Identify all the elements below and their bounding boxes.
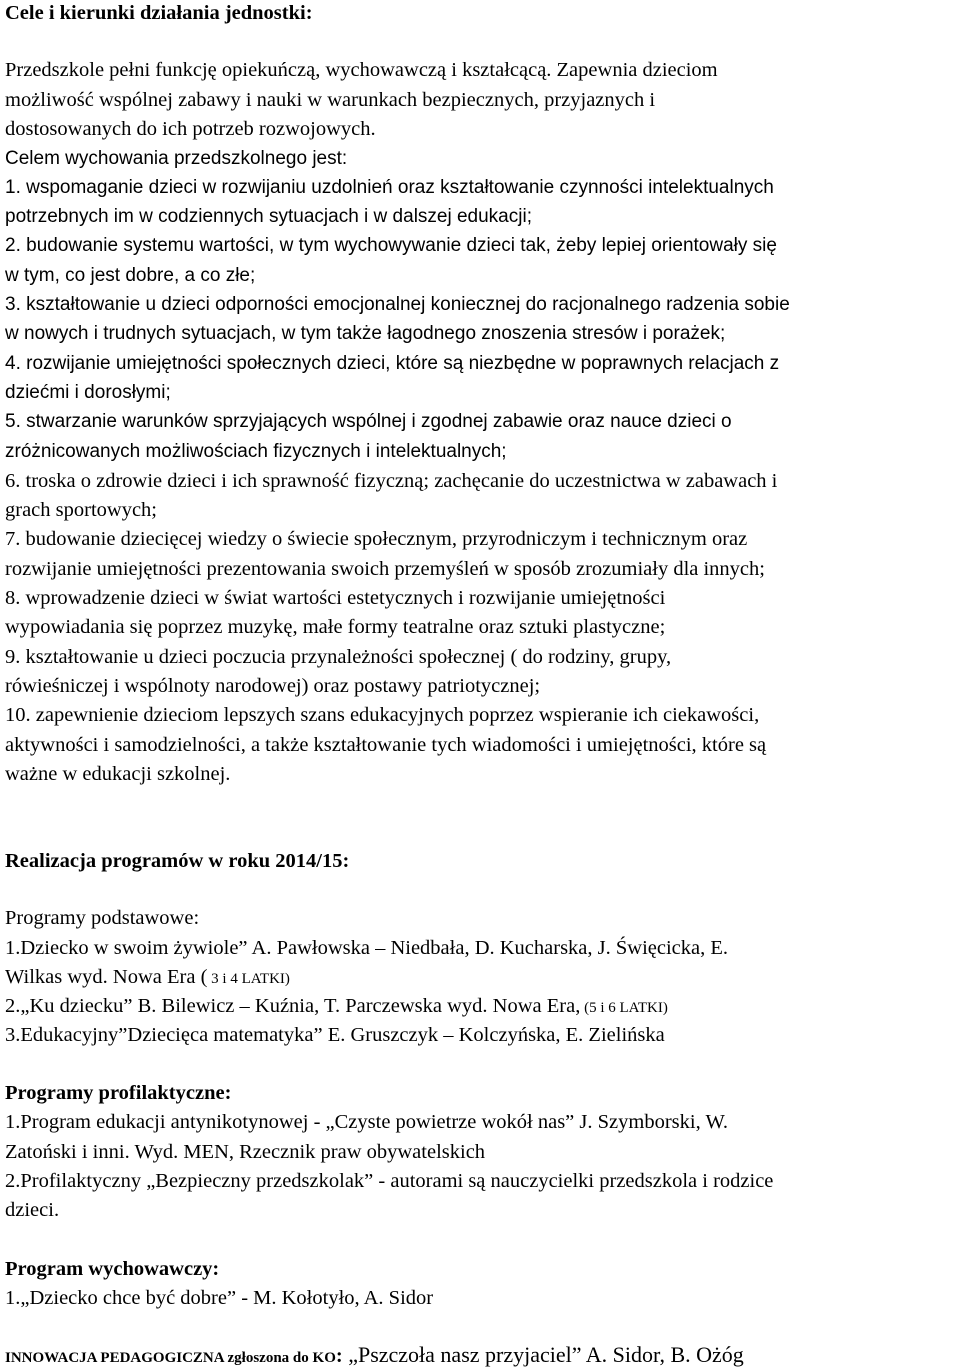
innovation-label: INNOWACJA PEDAGOGICZNA zgłoszona do KO xyxy=(5,1350,336,1366)
innovation-line xyxy=(5,1343,956,1370)
goal-line: aktywności i samodzielności, a także kształtowanie tych wiadomości i umiejętności, które są xyxy=(5,734,767,756)
prophylactic-programs-label: Programy profilaktyczne: xyxy=(5,1082,232,1104)
innovation-text: „Pszczoła nasz przyjaciel” A. Sidor, B. Ożóg xyxy=(342,1342,744,1367)
goal-line: wypowiadania się poprzez muzykę, małe formy teatralne oraz sztuki plastyczne; xyxy=(5,616,666,638)
goal-line: w nowych i trudnych sytuacjach, w tym także łagodnego znoszenia stresów i porażek; xyxy=(5,323,726,344)
basic-programs-label: Programy podstawowe: xyxy=(5,907,200,929)
goal-line: 1. wspomaganie dzieci w rozwijaniu uzdolnień oraz kształtowanie czynności intelektualnych xyxy=(5,177,774,198)
program-line: 1.„Dziecko chce być dobre” - M. Kołotyło, A. Sidor xyxy=(5,1287,434,1309)
program-text: Wilkas wyd. Nowa Era ( xyxy=(5,966,208,988)
goal-line: 8. wprowadzenie dzieci w świat wartości estetycznych i rozwijanie umiejętności xyxy=(5,587,666,609)
goal-line: 2. budowanie systemu wartości, w tym wychowywanie dzieci tak, żeby lepiej orientowały się xyxy=(5,235,777,256)
goal-line: 6. troska o zdrowie dzieci i ich sprawność fizyczną; zachęcanie do uczestnictwa w zabawach i xyxy=(5,470,778,492)
goal-line: 7. budowanie dziecięcej wiedzy o świecie społecznym, przyrodniczym i technicznym oraz xyxy=(5,528,748,550)
program-line: 2.Profilaktyczny „Bezpieczny przedszkolak” - autorami są nauczycielki przedszkola i rodzice xyxy=(5,1170,774,1192)
goal-line: zróżnicowanych możliwościach fizycznych i intelektualnych; xyxy=(5,441,507,462)
educational-program-label: Program wychowawczy: xyxy=(5,1258,220,1280)
goal-line: 3. kształtowanie u dzieci odporności emocjonalnej koniecznej do racjonalnego radzenia sobie xyxy=(5,294,790,315)
goal-line: w tym, co jest dobre, a co złe; xyxy=(5,265,256,286)
program-line: 1.Program edukacji antynikotynowej - „Czyste powietrze wokół nas” J. Szymborski, W. xyxy=(5,1111,729,1133)
goal-line: rówieśniczej i wspólnoty narodowej) oraz postawy patriotycznej; xyxy=(5,675,541,697)
goal-lead: Celem wychowania przedszkolnego jest: xyxy=(5,148,348,169)
program-line: dzieci. xyxy=(5,1199,60,1221)
goal-line: ważne w edukacji szkolnej. xyxy=(5,763,231,785)
program-line: 1.Dziecko w swoim żywiole” A. Pawłowska – Niedbała, D. Kucharska, J. Święcicka, E. xyxy=(5,937,729,959)
goal-line: rozwijanie umiejętności prezentowania swoich przemyśleń w sposób zrozumiały dla innych; xyxy=(5,558,765,580)
section-heading-programs: Realizacja programów w roku 2014/15: xyxy=(5,850,350,872)
intro-line: możliwość wspólnej zabawy i nauki w warunkach bezpiecznych, przyjaznych i xyxy=(5,89,656,111)
age-group-note: 3 i 4 LATKI) xyxy=(207,971,290,987)
goal-line: 9. kształtowanie u dzieci poczucia przynależności społecznej ( do rodziny, grupy, xyxy=(5,646,672,668)
goal-line: potrzebnych im w codziennych sytuacjach i w dalszej edukacji; xyxy=(5,206,532,227)
intro-line: Przedszkole pełni funkcję opiekuńczą, wychowawczą i kształcącą. Zapewnia dzieciom xyxy=(5,59,718,81)
age-group-note: (5 i 6 LATKI) xyxy=(580,1000,668,1016)
innovation-colon: : xyxy=(335,1345,343,1367)
program-line xyxy=(5,994,956,1020)
program-line: Zatoński i inni. Wyd. MEN, Rzecznik praw obywatelskich xyxy=(5,1141,486,1163)
goal-line: dziećmi i dorosłymi; xyxy=(5,382,171,403)
section-heading-goals: Cele i kierunki działania jednostki: xyxy=(5,2,313,24)
goal-line: 10. zapewnienie dzieciom lepszych szans edukacyjnych poprzez wspieranie ich ciekawości, xyxy=(5,704,760,726)
program-line: 3.Edukacyjny”Dziecięca matematyka” E. Gruszczyk – Kolczyńska, E. Zielińska xyxy=(5,1024,665,1046)
goal-line: 5. stwarzanie warunków sprzyjających wspólnej i zgodnej zabawie oraz nauce dzieci o xyxy=(5,411,732,432)
intro-line: dostosowanych do ich potrzeb rozwojowych. xyxy=(5,118,376,140)
goal-line: 4. rozwijanie umiejętności społecznych dzieci, które są niezbędne w poprawnych relacjach z xyxy=(5,353,780,374)
program-text: 2.„Ku dziecku” B. Bilewicz – Kuźnia, T. Parczewska wyd. Nowa Era, xyxy=(5,995,581,1017)
goal-line: grach sportowych; xyxy=(5,499,157,521)
program-line xyxy=(5,965,956,991)
